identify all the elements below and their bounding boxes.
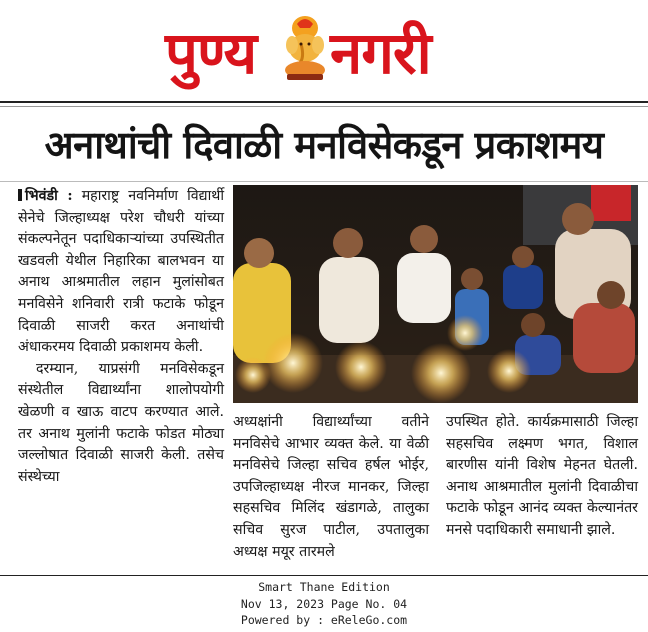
masthead-divider-thin	[0, 106, 648, 107]
headline-divider	[0, 181, 648, 182]
diwali-celebration-photo	[233, 185, 638, 403]
footer-divider	[0, 575, 648, 576]
masthead	[0, 0, 648, 100]
masthead-title-right: नगरी	[330, 19, 431, 87]
masthead-divider	[0, 101, 648, 103]
paragraph-1-text: महाराष्ट्र नवनिर्माण विद्यार्थी सेनेचे जिल्हाध्यक्ष परेश चौधरी यांच्या संकल्पनेतून पदाधिकाऱ्यांच्या उपस्थितीत खडवली येथील निहारिका बालभवन या अनाथ आश्रमातील लहान मुलांसोबत मनविसेने शनिवारी रात्री फटाके फोडून दिवाळी साजरी करत अनाथांची अंधाकरमय दिवाळी प्रकाशमय केली.	[18, 188, 224, 356]
powered-by-link[interactable]: Powered by : eReleGo.com	[240, 613, 408, 627]
article-paragraph-2: दरम्यान, याप्रसंगी मनविसेकडून संस्थेतील विद्यार्थ्यांना शालोपयोगी खेळणी व खाऊ वाटप करण्यात आले. तर अनाथ मुलांनी फटाके फोडत मोठ्या जल्लोषात दिवाळी साजरी केली. तसेच संस्थेच्या	[18, 360, 224, 485]
article-paragraph-1	[18, 186, 224, 359]
article-photo	[233, 185, 638, 403]
masthead-title-left: पुण्य	[165, 19, 257, 87]
dateline: भिवंडी :	[25, 188, 73, 204]
article-paragraph-3: अध्यक्षांनी विद्यार्थ्यांच्या वतीने मनविसेचे आभार व्यक्त केले. या वेळी मनविसेचे जिल्हा सचिव हर्षल भोईर, उपजिल्हाध्यक्ष नीरज मानकर, जिल्हा सहसचिव मिलिंद खंडागळे, तालुका सचिव सुरज पाटील, उपतालुका अध्यक्ष मयूर तारमले	[233, 414, 429, 560]
article-paragraph-4: उपस्थित होते. कार्यक्रमासाठी जिल्हा सहसचिव लक्ष्मण भगत, विशाल बारणीस यांनी विशेष मेहनत घेतली. अनाथ आश्रमातील मुलांनी दिवाळीचा फटाके फोडून आनंद व्यक्त केल्यानंतर मनसे पदाधिकारी समाधानी झाले.	[446, 414, 638, 538]
article-column-left	[18, 186, 224, 488]
article-column-right	[446, 412, 638, 542]
bullet-icon	[18, 189, 22, 201]
article-headline: अनाथांची दिवाळी मनविसेकडून प्रकाशमय	[44, 123, 604, 167]
ganesha-logo-icon	[279, 14, 331, 84]
article-column-middle	[233, 412, 429, 563]
footer	[0, 579, 648, 629]
publish-date-page: Nov 13, 2023 Page No. 04	[240, 596, 408, 611]
edition-name: Smart Thane Edition	[258, 580, 390, 594]
